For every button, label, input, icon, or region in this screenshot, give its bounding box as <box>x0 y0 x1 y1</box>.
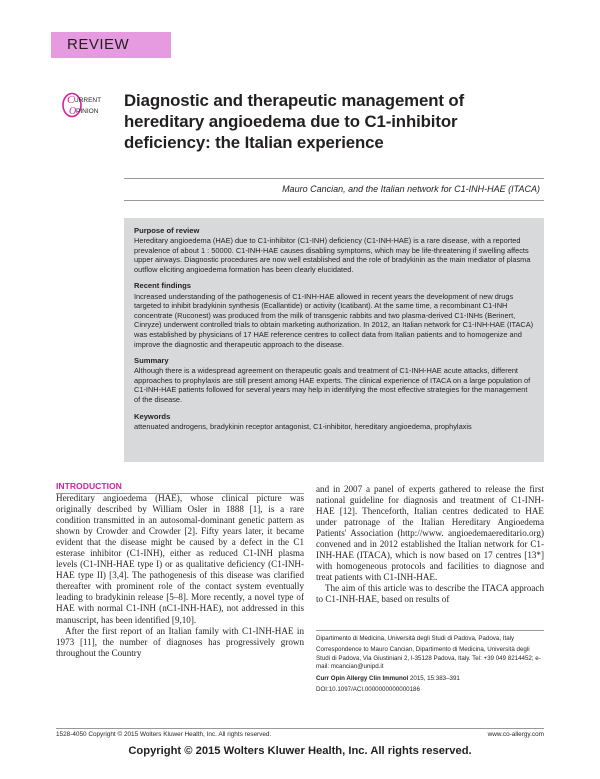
keywords-heading: Keywords <box>134 411 171 421</box>
doi: DOI:10.1097/ACI.0000000000000186 <box>316 686 420 694</box>
right-column <box>316 484 544 606</box>
title-divider <box>124 178 544 179</box>
article-title: Diagnostic and therapeutic management of hereditary angioedema due to C1-inhibitor deficiency: the Italian experience <box>124 91 465 152</box>
right-paragraph-2: The aim of this article was to describe the ITACA approach to C1-INH-HAE, based on results of <box>316 583 544 605</box>
affiliation-block <box>316 630 544 697</box>
current-opinion-logo <box>62 92 116 118</box>
journal-volume: 2015, 15:383–391 <box>408 674 460 682</box>
logo-initial-o: O <box>69 106 77 117</box>
abstract-box <box>124 218 544 462</box>
journal-citation <box>316 675 544 683</box>
footer-issn: 1528-4050 Copyright © 2015 Wolters Kluwer Health, Inc. All rights reserved. <box>56 731 272 738</box>
authors: Mauro Cancian, and the Italian network for C1-INH-HAE (ITACA) <box>282 184 540 194</box>
correspondence: Correspondence to Mauro Cancian, Dipartimento di Medicina, Università degli Studi di Padova, Via Giustiniani 2, I-35128 Padova, Italy. Tel: +39 049 8214452; e-mail: mcancian@unipd.it <box>316 646 541 671</box>
logo-initial-c: C <box>67 94 75 106</box>
purpose-text: Hereditary angioedema (HAE) due to C1-inhibitor (C1-INH) deficiency (C1-INH-HAE) is a rare disease, with a reported prevalence of about 1 : 50000. C1-INH-HAE causes disabling symptoms, which may be life-threatening if swelling affects upper airways. Diagnostic procedures are now well established and the role of bradykinin as the main mediator of plasma outflow eliciting angioedema formation has been clearly elucidated. <box>134 236 531 274</box>
keywords-text: attenuated androgens, bradykinin receptor antagonist, C1-inhibitor, hereditary angioedema, prophylaxis <box>134 421 472 431</box>
right-paragraph-1: and in 2007 a panel of experts gathered to release the first national guideline for diagnosis and treatment of C1-INH-HAE [12]. Thenceforth, Italian centres dedicated to HAE under patronage of the Italian Hereditary Angioedema Patients' Association (http://www. angioedemaereditario.org) convened and in 2012 established the Italian network for C1-INH-HAE (ITACA), which is now based on 17 centres [13*] with homogeneous protocols and facilities to diagnose and treat patients with C1-INH-HAE. <box>316 484 544 583</box>
findings-heading: Recent findings <box>134 281 191 291</box>
summary-heading: Summary <box>134 356 169 366</box>
logo-word-current: URRENT <box>74 97 102 104</box>
footer-url[interactable]: www.co-allergy.com <box>487 731 544 738</box>
authors-divider <box>124 200 544 201</box>
intro-paragraph-1: Hereditary angioedema (HAE), whose clinical picture was originally described by William Osler in 1888 [1], is a rare condition transmitted in an autosomal-dominant genetic pattern as shown by Crowder and Crowder [2]. Fifty years later, it became evident that the disease might be caused by a defect in the C1 esterase inhibitor (C1-INH), either as reduced C1-INH plasma levels (C1-INH-HAE type I) or as qualitative deficiency (C1-INH-HAE type II) [3,4]. The pathogenesis of this disease was clarified thereafter with prominent role of the contact system eventually leading to bradykinin release [5–8]. More recently, a novel type of HAE with normal C1-INH (nC1-INH-HAE), not addressed in this manuscript, has been identified [9,10]. <box>56 493 304 625</box>
journal-name: Curr Opin Allergy Clin Immunol <box>316 674 409 682</box>
copyright-notice: Copyright © 2015 Wolters Kluwer Health, Inc. All rights reserved. <box>128 745 472 757</box>
purpose-heading: Purpose of review <box>134 226 200 235</box>
logo-word-opinion: PINION <box>76 108 99 115</box>
summary-text: Although there is a widespread agreement on therapeutic goals and treatment of C1-INH-HAE acute attacks, different approaches to prophylaxis are still present among HAE experts. The clinical experience of ITACA on a large population of C1-INH-HAE patients followed for several years may help in identifying the most effective strategies for the management of the disease. <box>134 366 531 404</box>
section-tab: REVIEW <box>51 32 171 58</box>
introduction-heading: INTRODUCTION <box>56 481 304 494</box>
affiliation-dept: Dipartimento di Medicina, Università degli Studi di Padova, Padova, Italy <box>316 635 515 642</box>
intro-paragraph-2: After the first report of an Italian family with C1-INH-HAE in 1973 [11], the number of diagnoses has progressively grown throughout the Country <box>56 625 304 658</box>
left-column <box>56 493 304 659</box>
findings-text: Increased understanding of the pathogenesis of C1-INH-HAE allowed in recent years the development of new drugs targeted to inhibit bradykinin synthesis (Ecallantide) or activity (Icatibant). At the same time, a recombinant C1-INH concentrate (Ruconest) was produced from the milk of transgenic rabbits and two plasma-derived C1-INHs (Berinert, Cinryze) underwent controlled trials to obtain marketing authorization. In 2012, an Italian network for C1-INH-HAE (ITACA) was established by physicians of 17 HAE reference centres to collect data from Italian patients and to homogenize and improve the diagnostic and therapeutic approach to the disease. <box>134 291 534 349</box>
footer-divider <box>56 728 544 729</box>
